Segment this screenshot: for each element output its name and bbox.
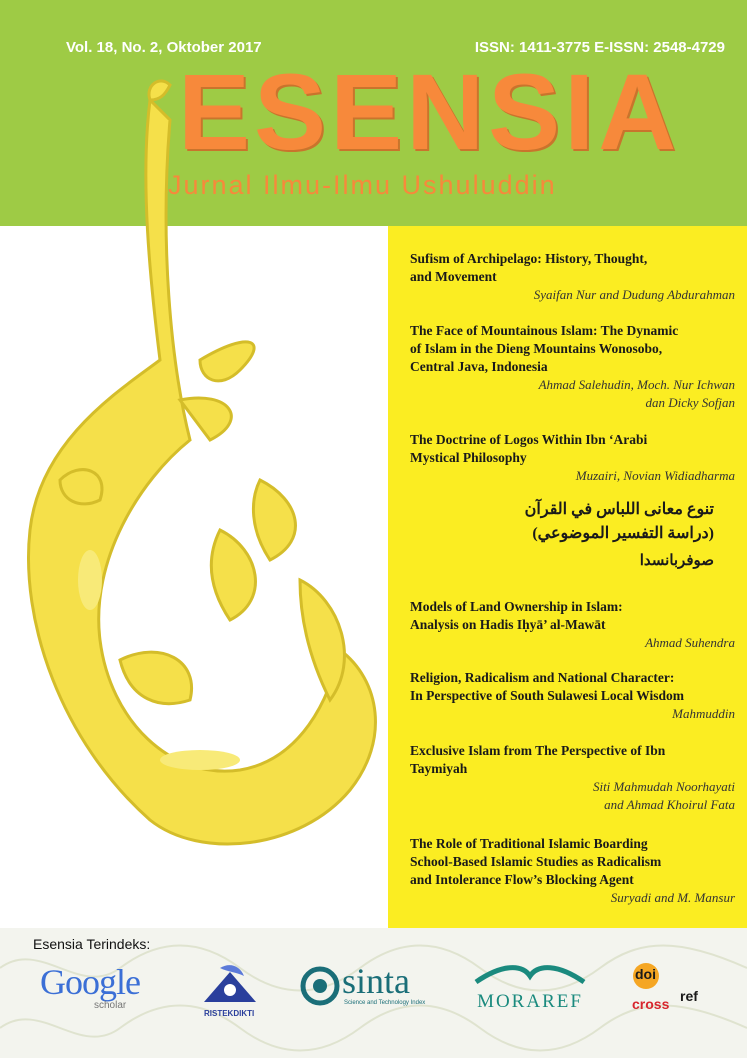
article-authors: Suryadi and M. Mansur xyxy=(610,890,735,905)
article-item[interactable] xyxy=(410,250,735,304)
article-authors: Ahmad Salehudin, Moch. Nur Ichwan xyxy=(538,377,735,392)
article-item[interactable] xyxy=(410,835,735,907)
arabic-article-subtitle: (دراسة التفسير الموضوعي) xyxy=(532,525,714,542)
google-wordmark: Google xyxy=(40,962,140,1002)
article-item[interactable] xyxy=(410,669,735,723)
crossref-logo[interactable] xyxy=(632,962,722,1018)
article-item[interactable] xyxy=(410,431,735,485)
article-title: The Doctrine of Logos Within Ibn ‘Arabi xyxy=(410,432,648,447)
moraref-logo[interactable] xyxy=(472,962,592,1014)
sinta-wordmark: sinta xyxy=(342,961,410,1001)
article-item[interactable] xyxy=(410,598,735,652)
cross-label: cross xyxy=(632,996,670,1012)
arabic-article-author: صوفربانسدا xyxy=(639,553,714,569)
article-title: In Perspective of South Sulawesi Local Wisdom xyxy=(410,688,685,703)
issn-info: ISSN: 1411-3775 E-ISSN: 2548-4729 xyxy=(474,39,725,56)
article-title: Models of Land Ownership in Islam: xyxy=(410,599,623,614)
article-title: Analysis on Hadis Iḥyā’ al-Mawāt xyxy=(410,617,606,632)
google-scholar-logo[interactable] xyxy=(40,962,170,1012)
volume-info: Vol. 18, No. 2, Oktober 2017 xyxy=(66,39,262,56)
sinta-tagline: Science and Technology Index xyxy=(344,1000,426,1006)
ristekdikti-logo[interactable] xyxy=(200,962,270,1018)
sinta-globe-icon xyxy=(300,966,340,1006)
article-authors: Syaifan Nur and Dudung Abdurahman xyxy=(533,287,735,302)
article-authors: Siti Mahmudah Noorhayati xyxy=(592,779,735,794)
article-title: and Movement xyxy=(410,269,497,284)
journal-subtitle: Jurnal Ilmu-Ilmu Ushuluddin xyxy=(168,170,557,200)
article-title: School-Based Islamic Studies as Radicalism xyxy=(410,854,662,869)
article-authors: dan Dicky Sofjan xyxy=(645,395,735,410)
journal-title: ESENSIA xyxy=(178,51,681,172)
article-title: Exclusive Islam from The Perspective of Ibn xyxy=(410,743,666,758)
ref-label: ref xyxy=(680,988,698,1004)
scholar-label: scholar xyxy=(94,1000,127,1011)
article-authors: Ahmad Suhendra xyxy=(645,635,735,650)
article-item[interactable] xyxy=(410,322,735,412)
indexed-label: Esensia Terindeks: xyxy=(33,936,151,952)
calligraphy-artwork xyxy=(0,60,400,920)
article-authors: Muzairi, Novian Widiadharma xyxy=(575,468,735,483)
article-title: Sufism of Archipelago: History, Thought, xyxy=(410,251,648,266)
article-title: Central Java, Indonesia xyxy=(410,359,548,374)
article-title: Taymiyah xyxy=(410,761,468,776)
ristekdikti-emblem-icon xyxy=(200,962,260,1004)
arabic-article-title[interactable]: تنوع معانى اللباس في القرآن xyxy=(524,501,714,518)
moraref-book-icon xyxy=(472,962,588,986)
article-title: The Role of Traditional Islamic Boarding xyxy=(410,836,648,851)
article-authors: and Ahmad Khoirul Fata xyxy=(604,797,735,812)
article-title: of Islam in the Dieng Mountains Wonosobo, xyxy=(410,341,663,356)
moraref-wordmark: MORAREF xyxy=(477,991,583,1012)
sinta-logo[interactable] xyxy=(300,962,440,1012)
article-title: The Face of Mountainous Islam: The Dynamic xyxy=(410,323,679,338)
article-item[interactable] xyxy=(410,742,735,814)
article-title: Mystical Philosophy xyxy=(410,450,527,465)
ristekdikti-label: RISTEKDIKTI xyxy=(204,1009,255,1018)
doi-label: doi xyxy=(635,966,656,982)
article-title: and Intolerance Flow’s Blocking Agent xyxy=(410,872,634,887)
article-authors: Mahmuddin xyxy=(672,706,735,721)
article-title: Religion, Radicalism and National Character: xyxy=(410,670,675,685)
